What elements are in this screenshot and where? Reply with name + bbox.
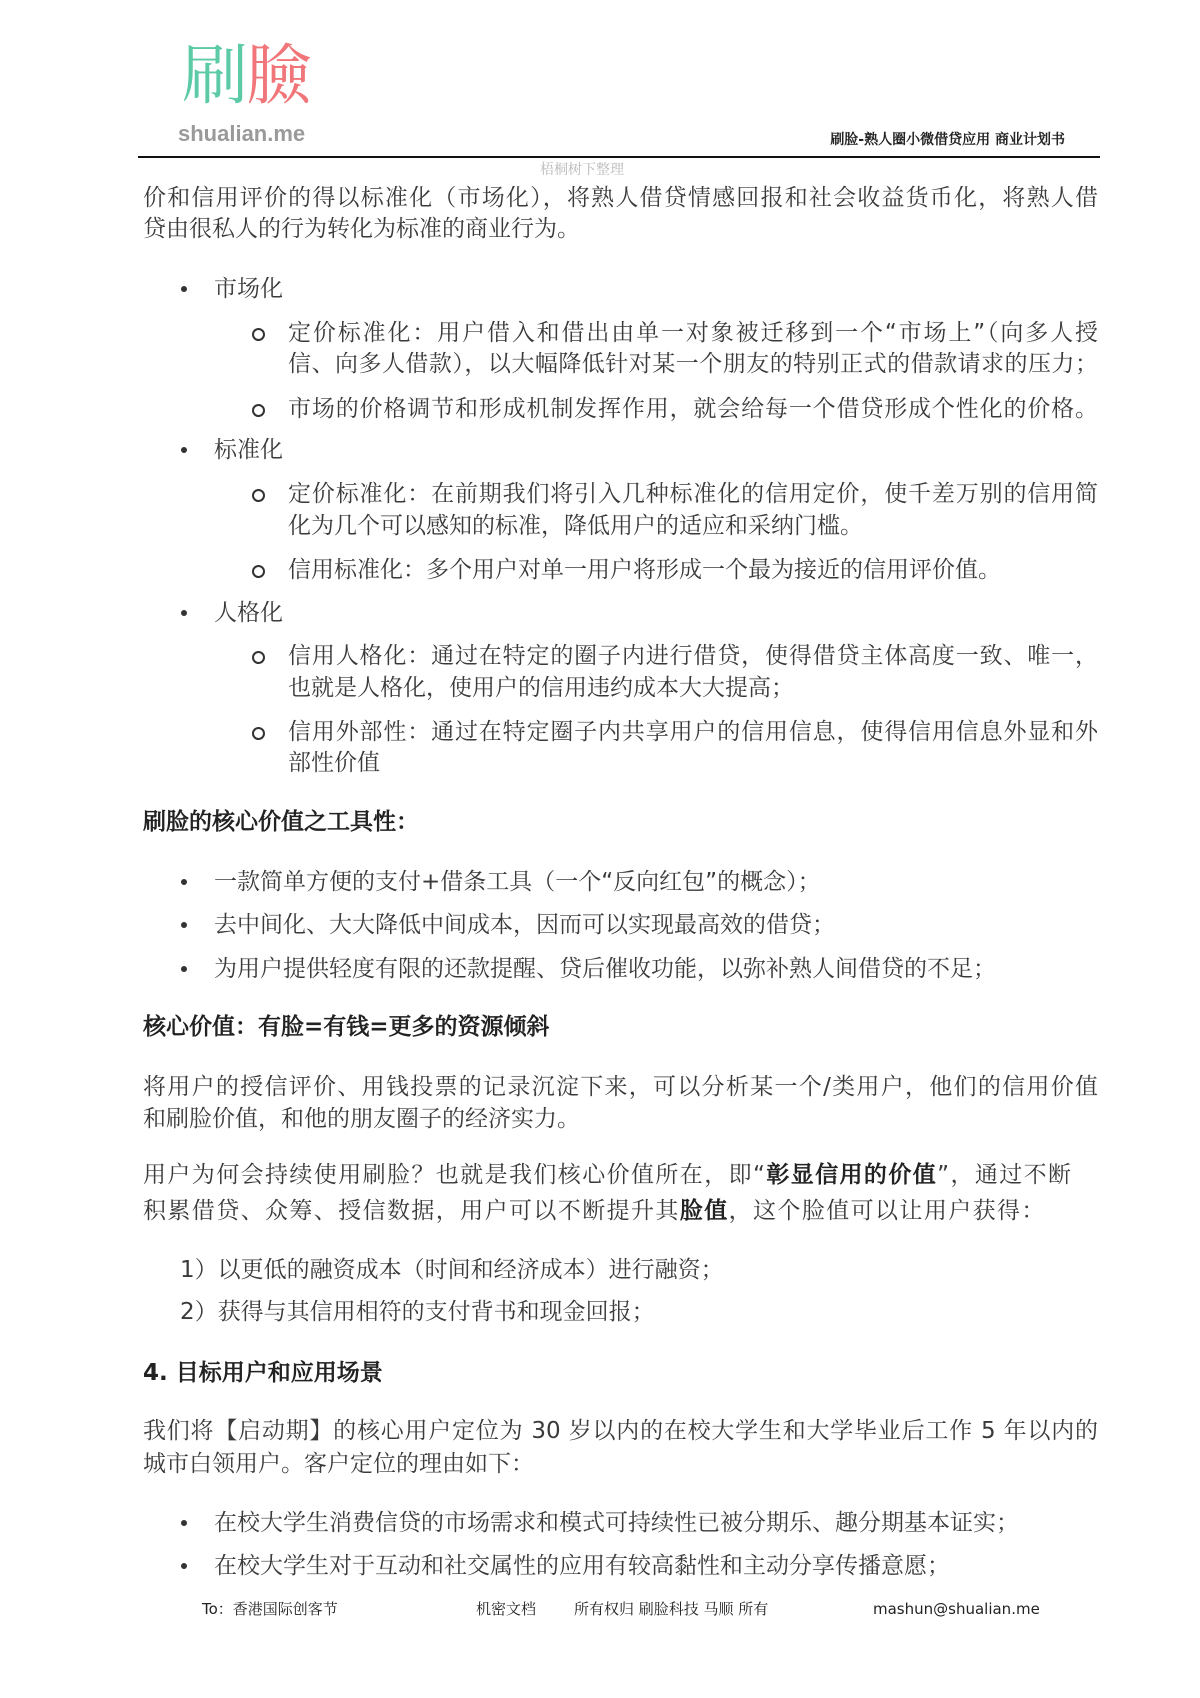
circle-bullet-icon	[252, 489, 265, 502]
list-item: 在校大学生消费信贷的市场需求和模式可持续性已被分期乐、趣分期基本证实；	[214, 1510, 1019, 1536]
sub-list-item: 部性价值	[288, 750, 380, 776]
bullet-icon	[181, 610, 187, 616]
bullet-icon	[181, 447, 187, 453]
numbered-item: 1）以更低的融资成本（时间和经济成本）进行融资；	[180, 1257, 724, 1283]
circle-bullet-icon	[252, 328, 265, 341]
paragraph-line: 和刷脸价值，和他的朋友圈子的经济实力。	[143, 1106, 580, 1132]
sub-list-item: 化为几个可以感知的标准，降低用户的适应和采纳门槛。	[288, 513, 863, 539]
logo-char: 刷	[182, 37, 246, 114]
sub-list-item: 信用外部性：通过在特定圈子内共享用户的信用信息，使得信用信息外显和外	[288, 719, 1098, 745]
sub-list-item: 信、向多人借款），以大幅降低针对某一个朋友的特别正式的借款请求的压力；	[288, 351, 1098, 377]
sub-list-item: 信用人格化：通过在特定的圈子内进行借贷，使得借贷主体高度一致、唯一，	[288, 643, 1098, 669]
emphasis: 脸值	[679, 1198, 729, 1224]
sub-list-item: 市场的价格调节和形成机制发挥作用，就会给每一个借贷形成个性化的价格。	[288, 396, 1098, 422]
text: ，这个脸值可以让用户获得：	[728, 1198, 1046, 1224]
bullet-icon	[181, 286, 187, 292]
emphasis: 彰显信用的价值	[766, 1162, 938, 1188]
watermark: 梧桐树下整理	[540, 162, 624, 178]
bullet-icon	[181, 922, 187, 928]
list-item: 市场化	[214, 276, 283, 302]
paragraph-line: 将用户的授信评价、用钱投票的记录沉淀下来，可以分析某一个/类用户，他们的信用价值	[143, 1074, 1098, 1100]
text: 用户为何会持续使用刷脸？也就是我们核心价值所在，即“	[143, 1162, 767, 1188]
sub-list-item: 定价标准化：在前期我们将引入几种标准化的信用定价，使千差万别的信用简	[288, 481, 1098, 507]
footer-email: mashun@shualian.me	[873, 1600, 1040, 1618]
bullet-icon	[181, 1563, 187, 1569]
sub-list-item: 定价标准化：用户借入和借出由单一对象被迁移到一个“市场上”（向多人授	[288, 320, 1098, 346]
numbered-item: 2）获得与其信用相符的支付背书和现金回报；	[180, 1299, 655, 1325]
list-item: 去中间化、大大降低中间成本，因而可以实现最高效的借贷；	[214, 912, 835, 938]
paragraph-line: 我们将【启动期】的核心用户定位为 30 岁以内的在校大学生和大学毕业后工作 5 年以内的	[143, 1418, 1098, 1444]
list-item: 一款简单方便的支付+借条工具（一个“反向红包”的概念）；	[214, 869, 821, 895]
paragraph-line: 价和信用评价的得以标准化（市场化），将熟人借贷情感回报和社会收益货币化，将熟人借	[143, 185, 1098, 211]
list-item: 标准化	[214, 437, 283, 463]
list-item: 人格化	[214, 600, 283, 626]
logo-domain: shualian.me	[178, 121, 306, 146]
bullet-icon	[181, 966, 187, 972]
text: ”，通过不断	[937, 1162, 1073, 1188]
sub-list-item: 信用标准化：多个用户对单一用户将形成一个最为接近的信用评价值。	[288, 557, 1001, 583]
bullet-icon	[181, 1520, 187, 1526]
paragraph-line	[143, 1160, 1098, 1190]
footer-recipient: To：香港国际创客节	[202, 1600, 338, 1618]
logo	[182, 36, 310, 116]
list-item: 在校大学生对于互动和社交属性的应用有较高黏性和主动分享传播意愿；	[214, 1553, 950, 1579]
document-title: 刷脸-熟人圈小微借贷应用 商业计划书	[830, 132, 1065, 148]
sub-list-item: 也就是人格化，使用户的信用违约成本大大提高；	[288, 675, 794, 701]
circle-bullet-icon	[252, 727, 265, 740]
circle-bullet-icon	[252, 651, 265, 664]
footer-rights: 所有权归 刷脸科技 马顺 所有	[574, 1600, 769, 1618]
paragraph-line: 城市白领用户。客户定位的理由如下：	[143, 1451, 534, 1477]
section-heading: 刷脸的核心价值之工具性：	[143, 809, 419, 835]
footer-confidential: 机密文档	[476, 1600, 537, 1618]
bullet-icon	[181, 879, 187, 885]
circle-bullet-icon	[252, 565, 265, 578]
paragraph-line: 贷由很私人的行为转化为标准的商业行为。	[143, 216, 580, 242]
paragraph-line	[143, 1196, 1098, 1226]
section-heading: 核心价值：有脸=有钱=更多的资源倾斜	[143, 1014, 550, 1040]
section-heading: 4. 目标用户和应用场景	[143, 1360, 383, 1386]
header-divider	[138, 156, 1100, 158]
text: 积累借贷、众筹、授信数据，用户可以不断提升其	[143, 1198, 680, 1224]
list-item: 为用户提供轻度有限的还款提醒、贷后催收功能，以弥补熟人间借贷的不足；	[214, 956, 996, 982]
logo-char: 臉	[246, 37, 310, 114]
circle-bullet-icon	[252, 404, 265, 417]
